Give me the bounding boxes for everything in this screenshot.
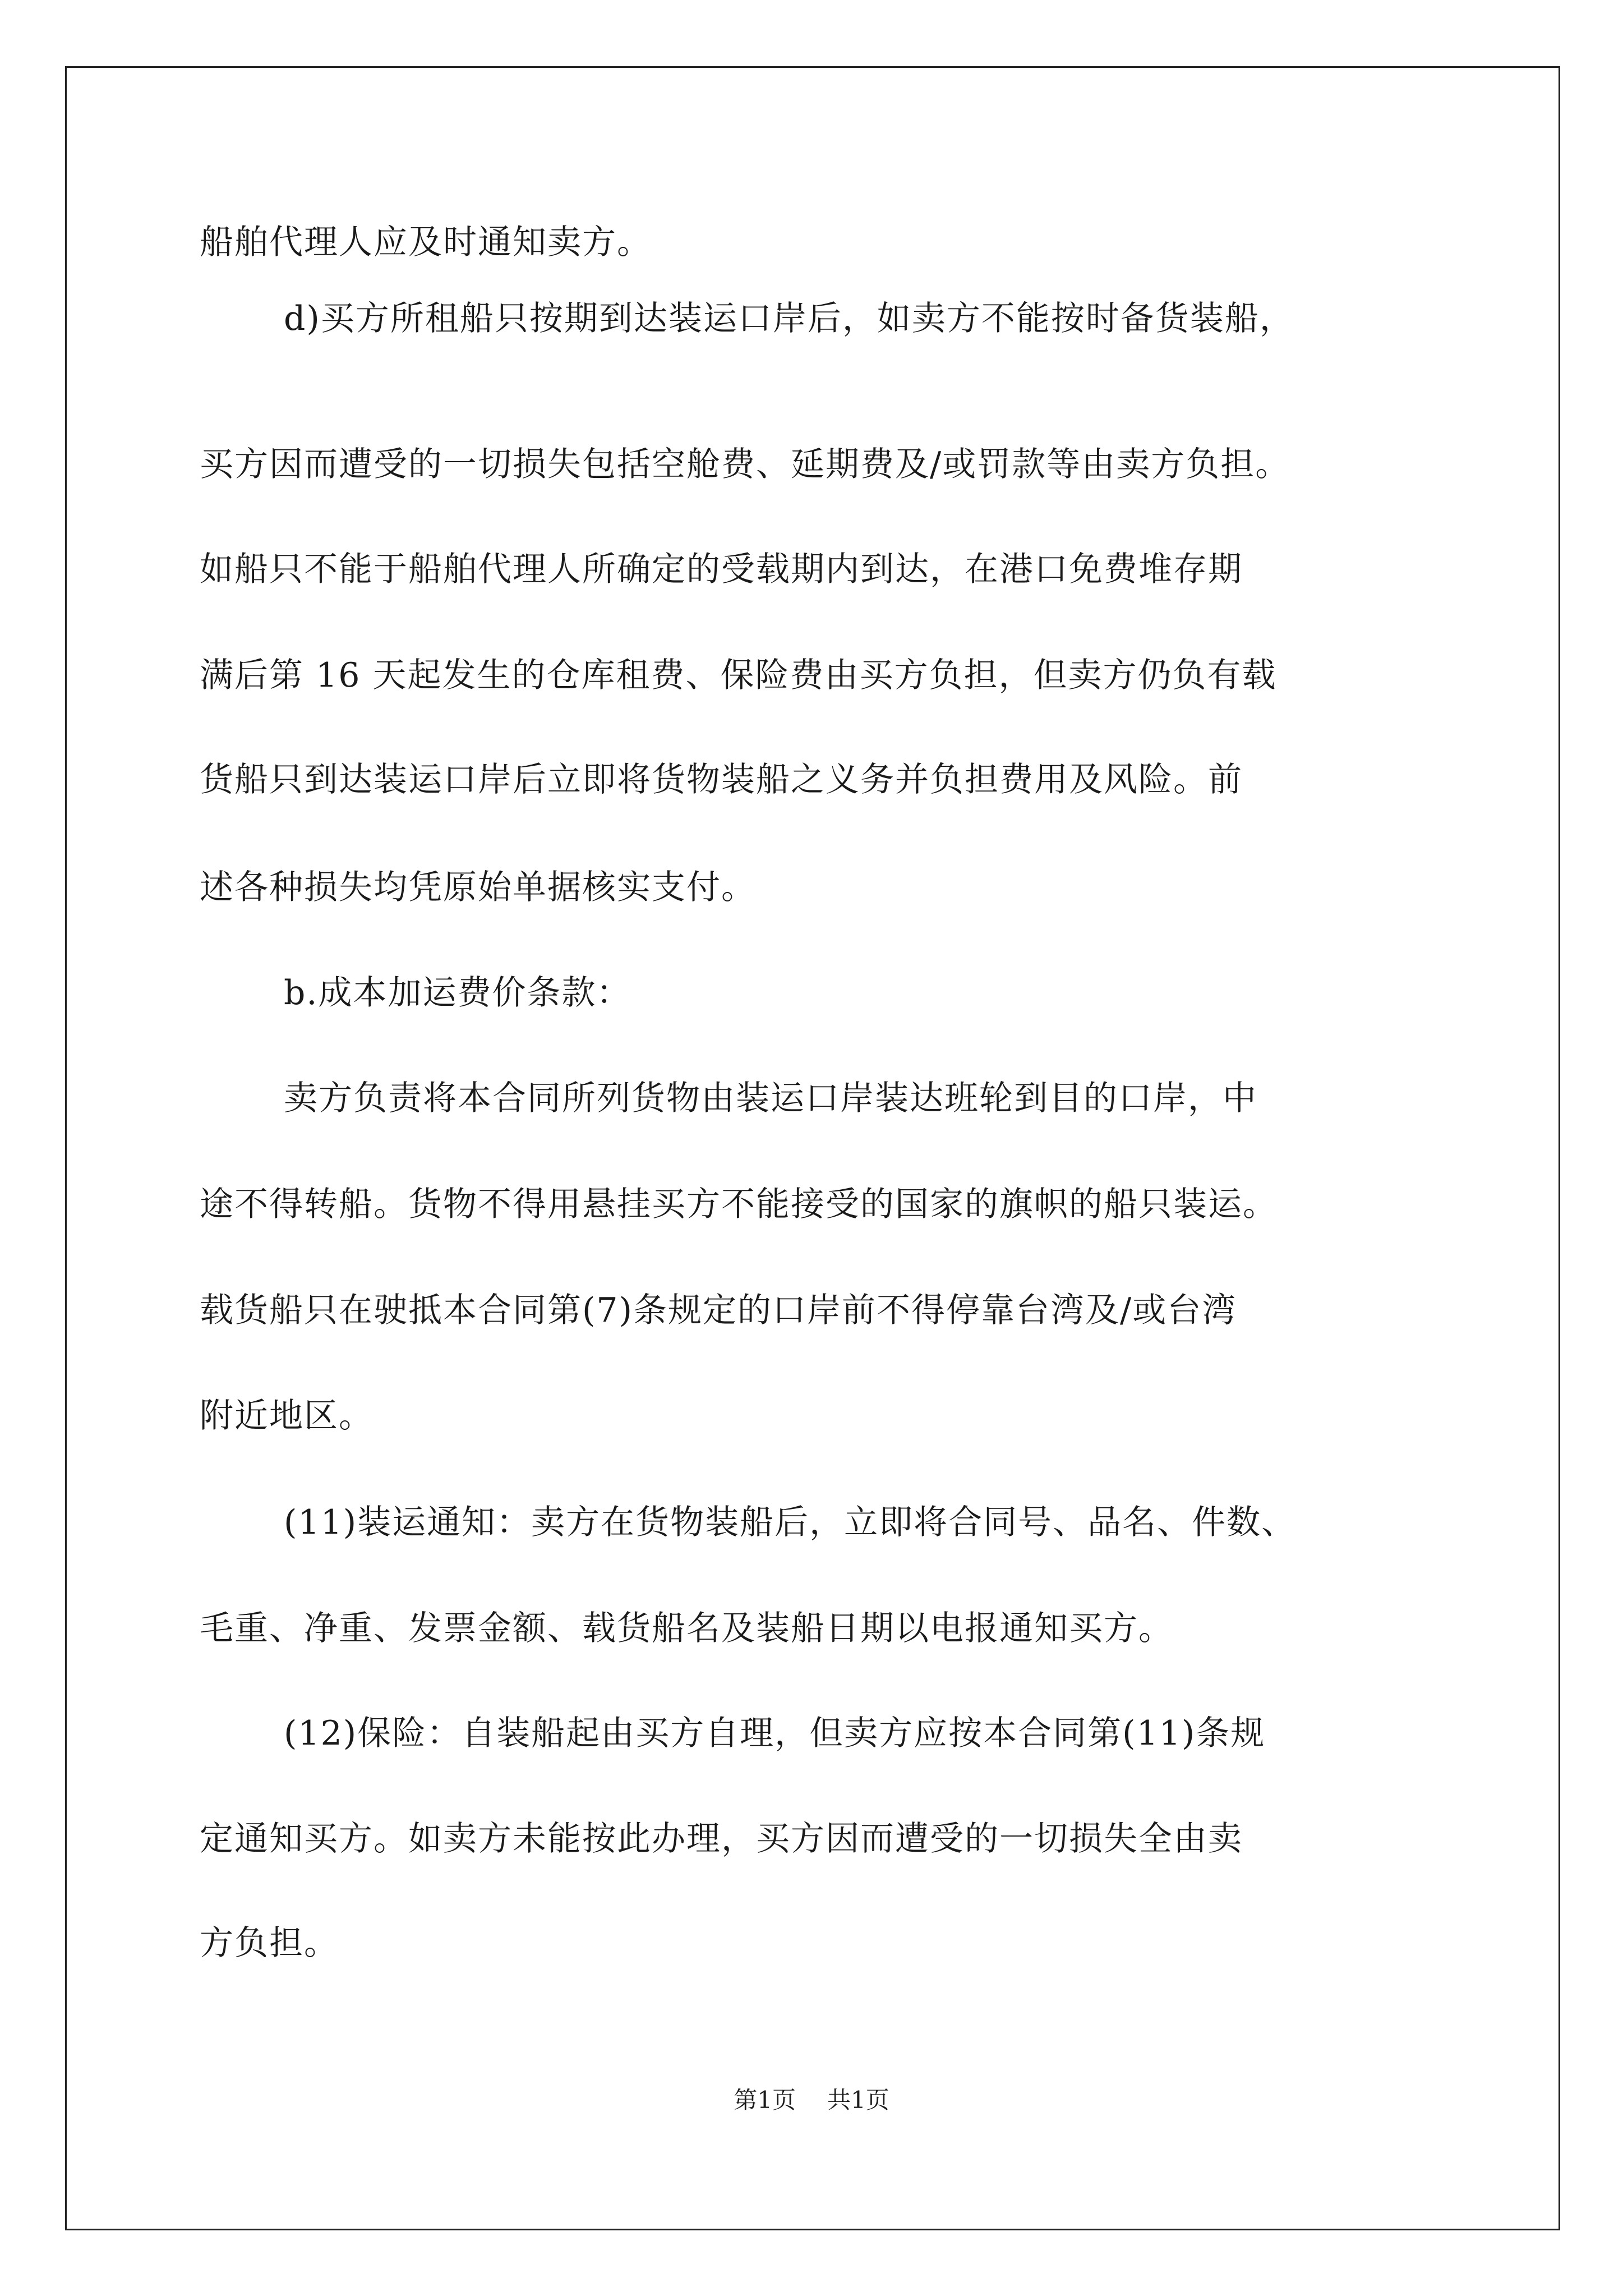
- text-line: 途不得转船。货物不得用悬挂买方不能接受的国家的旗帜的船只装运。: [200, 1185, 1278, 1224]
- text-line: 船舶代理人应及时通知卖方。: [200, 223, 652, 262]
- section-heading: b.成本加运费价条款：: [284, 973, 631, 1013]
- text-line: 货船只到达装运口岸后立即将货物装船之义务并负担费用及风险。前: [200, 760, 1243, 799]
- text-line: 方负担。: [200, 1924, 339, 1963]
- page-border: [65, 66, 1560, 2230]
- text-line: 述各种损失均凭原始单据核实支付。: [200, 868, 756, 907]
- text-line: 附近地区。: [200, 1396, 374, 1435]
- text-line: 定通知买方。如卖方未能按此办理，买方因而遭受的一切损失全由卖: [200, 1819, 1243, 1858]
- page-footer: [0, 2083, 1623, 2117]
- paragraph-line: (12)保险：自装船起由买方自理，但卖方应按本合同第(11)条规: [284, 1714, 1266, 1753]
- text-line: 如船只不能于船舶代理人所确定的受载期内到达，在港口免费堆存期: [200, 550, 1243, 589]
- text-line: 满后第 16 天起发生的仓库租费、保险费由买方负担，但卖方仍负有载: [200, 656, 1277, 695]
- paragraph-line: 卖方负责将本合同所列货物由装运口岸装达班轮到目的口岸，中: [284, 1079, 1257, 1118]
- page-number-total: 共1页: [827, 2086, 889, 2114]
- text-line: 买方因而遭受的一切损失包括空舱费、延期费及/或罚款等由卖方负担。: [200, 445, 1290, 484]
- paragraph-line: d)买方所租船只按期到达装运口岸后，如卖方不能按时备货装船，: [284, 299, 1294, 338]
- page-number-current: 第1页: [734, 2086, 796, 2114]
- text-line: 载货船只在驶抵本合同第(7)条规定的口岸前不得停靠台湾及/或台湾: [200, 1291, 1237, 1330]
- text-line: 毛重、净重、发票金额、载货船名及装船日期以电报通知买方。: [200, 1609, 1173, 1648]
- paragraph-line: (11)装运通知：卖方在货物装船后，立即将合同号、品名、件数、: [284, 1503, 1297, 1542]
